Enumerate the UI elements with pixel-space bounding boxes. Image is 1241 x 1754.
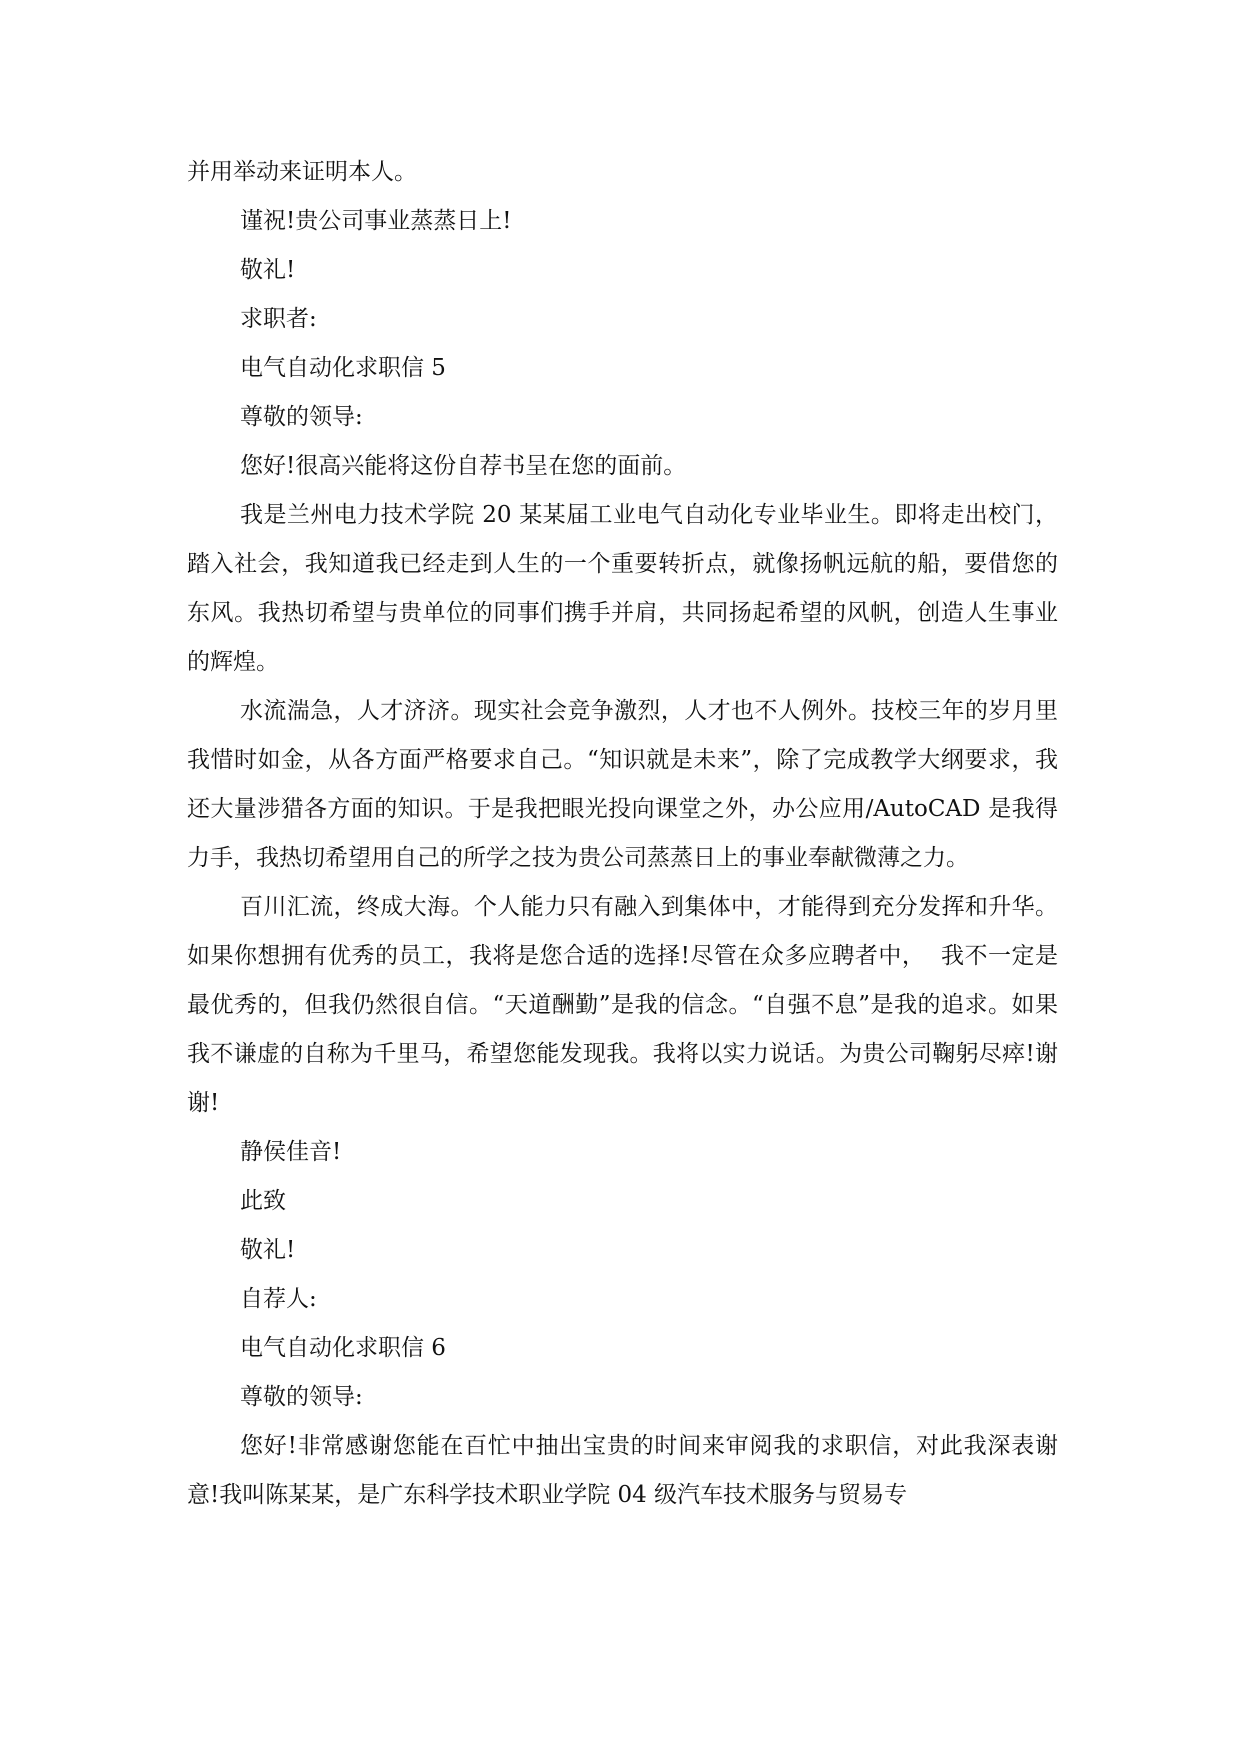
salutation: 尊敬的领导:: [240, 1384, 363, 1410]
paragraph: 此致: [240, 1188, 286, 1214]
paragraph: 我是兰州电力技术学院 20 某某届工业电气自动化专业毕业生。即将走出校门，踏入社会，我知道我已经走到人生的一个重要转折点，就像扬帆远航的船，要借您的东风。我热切希望与贵单位的同事们携手并肩，共同扬起希望的风帆，创造人生事业的辉煌。: [187, 502, 1058, 675]
section-heading: 电气自动化求职信 5: [240, 355, 446, 381]
salutation: 尊敬的领导:: [240, 404, 363, 430]
paragraph: 并用举动来证明本人。: [187, 159, 417, 185]
paragraph: 自荐人:: [240, 1286, 317, 1312]
paragraph: 水流湍急，人才济济。现实社会竞争激烈，人才也不人例外。技校三年的岁月里我惜时如金，从各方面严格要求自己。“知识就是未来”，除了完成教学大纲要求，我还大量涉猎各方面的知识。于是我把眼光投向课堂之外，办公应用/AutoCAD 是我得力手，我热切希望用自己的所学之技为贵公司蒸蒸日上的事业奉献微薄之力。: [187, 698, 1058, 871]
section-heading: 电气自动化求职信 6: [240, 1335, 446, 1361]
paragraph: 静侯佳音!: [240, 1139, 342, 1165]
paragraph: 您好!非常感谢您能在百忙中抽出宝贵的时间来审阅我的求职信，对此我深表谢意!我叫陈某某，是广东科学技术职业学院 04 级汽车技术服务与贸易专: [187, 1433, 1058, 1508]
paragraph: 谨祝!贵公司事业蒸蒸日上!: [240, 208, 512, 234]
document-page: [187, 148, 1058, 1520]
paragraph: 敬礼!: [240, 1237, 296, 1263]
paragraph: 敬礼!: [240, 257, 296, 283]
paragraph: 您好!很高兴能将这份自荐书呈在您的面前。: [240, 453, 687, 479]
paragraph: 百川汇流，终成大海。个人能力只有融入到集体中，才能得到充分发挥和升华。如果你想拥有优秀的员工，我将是您合适的选择!尽管在众多应聘者中， 我不一定是最优秀的，但我仍然很自信。“天道酬勤”是我的信念。“自强不息”是我的追求。如果我不谦虚的自称为千里马，希望您能发现我。我将以实力说话。为贵公司鞠躬尽瘁!谢谢!: [187, 894, 1058, 1116]
paragraph: 求职者:: [240, 306, 317, 332]
